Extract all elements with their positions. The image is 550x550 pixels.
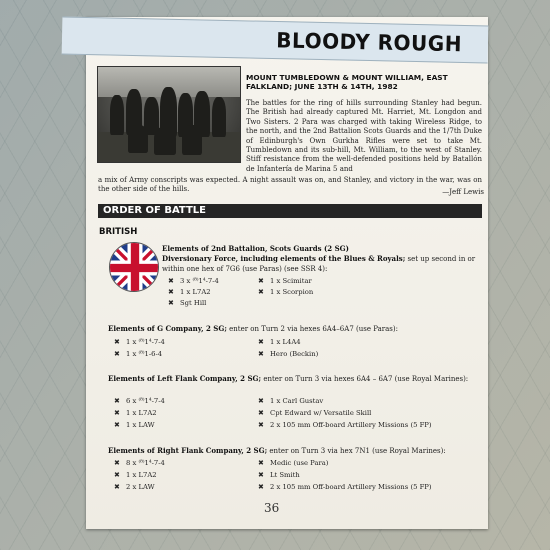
- unit-item: ✖ 1 x L4A4: [258, 338, 301, 346]
- unit-item: ✖ 2 x 105 mm Off-board Artillery Missions (5 FP): [258, 421, 432, 429]
- bullet-x-icon: ✖: [258, 350, 264, 358]
- soldiers-photo: [97, 66, 241, 163]
- bullet-x-icon: ✖: [168, 299, 174, 307]
- bullet-x-icon: ✖: [258, 409, 264, 417]
- section-instructions: set up second in or within one hex of 7G6 (use Paras) (see SSR 4):: [162, 255, 476, 273]
- section-right-flank-company: Elements of Right Flank Company, 2 SG; enter on Turn 3 via hex 7N1 (use Royal Marines):: [108, 446, 446, 455]
- nation-label: BRITISH: [99, 227, 138, 237]
- unit-item: ✖ 1 x Carl Gustav: [258, 397, 324, 405]
- bullet-x-icon: ✖: [258, 338, 264, 346]
- section-left-flank-company: Elements of Left Flank Company, 2 SG; enter on Turn 3 via hexes 6A4 – 6A7 (use Royal Marines):: [108, 374, 469, 383]
- bullet-x-icon: ✖: [258, 288, 264, 296]
- unit-item: ✖ Medic (use Para): [258, 459, 329, 467]
- unit-item: ✖ Cpt Edward w/ Versatile Skill: [258, 409, 372, 417]
- union-jack-flag-icon: [109, 242, 159, 292]
- article-headline: MOUNT TUMBLEDOWN & MOUNT WILLIAM, EAST FALKLAND; JUNE 13TH & 14TH, 1982: [246, 73, 448, 92]
- unit-item: ✖ 1 x Scorpion: [258, 288, 314, 296]
- unit-item: ✖ 1 x LAW: [114, 421, 155, 429]
- unit-item: ✖ 6 x ⁽⁸⁾1⁴-7-4: [114, 397, 165, 405]
- bullet-x-icon: ✖: [114, 338, 120, 346]
- author-credit: —Jeff Lewis: [442, 188, 484, 196]
- unit-item: ✖ 2 x 105 mm Off-board Artillery Missions (5 FP): [258, 483, 432, 491]
- unit-item: ✖ 2 x LAW: [114, 483, 155, 491]
- section-g-company: Elements of G Company, 2 SG; enter on Turn 2 via hexes 6A4–6A7 (use Paras):: [108, 324, 398, 333]
- unit-item: ✖ 8 x ⁽⁸⁾1⁴-7-4: [114, 459, 165, 467]
- bullet-x-icon: ✖: [258, 277, 264, 285]
- unit-item: ✖ 3 x ⁽⁸⁾1⁴-7-4: [168, 277, 219, 285]
- unit-item: ✖ 1 x L7A2: [168, 288, 211, 296]
- page-title: BLOODY ROUGH: [276, 27, 463, 57]
- bullet-x-icon: ✖: [114, 471, 120, 479]
- unit-item: ✖ Lt Smith: [258, 471, 300, 479]
- bullet-x-icon: ✖: [168, 277, 174, 285]
- section-scots-guards: [162, 244, 482, 274]
- section-subtitle: Diversionary Force, including elements of the Blues & Royals;: [162, 254, 406, 264]
- bullet-x-icon: ✖: [114, 421, 120, 429]
- intro-text-continued: a mix of Army conscripts was expected. A night assault was on, and Stanley, and victory in the war, was on the other side of the hills.: [98, 176, 482, 194]
- oob-title: ORDER OF BATTLE: [103, 205, 206, 216]
- intro-text: The battles for the ring of hills surrounding Stanley had begun. The British had already captured Mt. Harriet, Mt. Longdon and Two Sisters. 2 Para was charged with taking Wireless Ridge, to the north, and the 2nd Battalion Scots Guards and the 1/7th Duke of Edinburgh's Own Gurkha Rifles were set to take Mt. Tumbledown and its sub-hill, Mt. William, to the west of Stanley. Stiff resistance from the well-defended positions held by Batallón de Infantería de Marina 5 and: [246, 99, 482, 173]
- bullet-x-icon: ✖: [258, 483, 264, 491]
- bullet-x-icon: ✖: [114, 459, 120, 467]
- section-title: Elements of 2nd Battalion, Scots Guards (2 SG): [162, 244, 349, 253]
- unit-item: ✖ 1 x Scimitar: [258, 277, 312, 285]
- unit-item: ✖ 1 x ⁽⁸⁾1-6-4: [114, 350, 163, 358]
- bullet-x-icon: ✖: [114, 409, 120, 417]
- order-of-battle-header: [98, 204, 482, 218]
- unit-item: ✖ Sgt Hill: [168, 299, 207, 307]
- bullet-x-icon: ✖: [114, 397, 120, 405]
- unit-item: ✖ 1 x L7A2: [114, 409, 157, 417]
- bullet-x-icon: ✖: [258, 459, 264, 467]
- unit-item: ✖ 1 x ⁽⁸⁾1⁴-7-4: [114, 338, 165, 346]
- bullet-x-icon: ✖: [258, 471, 264, 479]
- bullet-x-icon: ✖: [114, 483, 120, 491]
- bullet-x-icon: ✖: [258, 421, 264, 429]
- page-number: 36: [264, 501, 280, 515]
- bullet-x-icon: ✖: [258, 397, 264, 405]
- bullet-x-icon: ✖: [114, 350, 120, 358]
- bullet-x-icon: ✖: [168, 288, 174, 296]
- unit-item: ✖ 1 x L7A2: [114, 471, 157, 479]
- unit-item: ✖ Hero (Beckin): [258, 350, 319, 358]
